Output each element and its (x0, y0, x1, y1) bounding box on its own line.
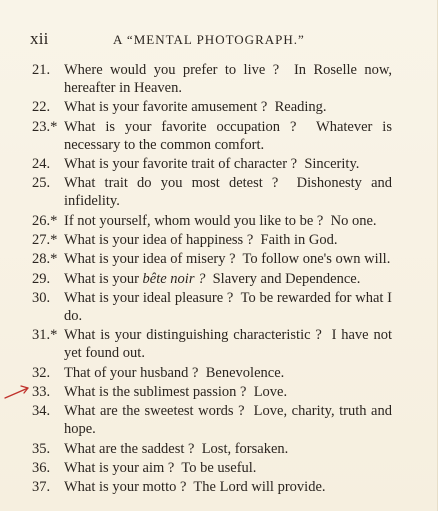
question-number: 23.* (32, 118, 58, 135)
question-number: 35. (32, 440, 51, 457)
question-37 (0, 478, 438, 496)
question-number: 29. (32, 270, 51, 287)
question-number: 32. (32, 364, 51, 381)
question-number: 36. (32, 459, 51, 476)
question-text: What is your idea of misery ? (64, 251, 236, 268)
question-number: 37. (32, 479, 51, 496)
question-24 (0, 155, 438, 173)
question-number: 24. (32, 156, 51, 173)
question-26 (0, 212, 438, 230)
page-header (30, 29, 420, 47)
question-text: What are the saddest ? (64, 440, 195, 457)
question-text: What is your motto ? (64, 479, 187, 496)
question-text: If not yourself, whom would you like to be ? (64, 212, 324, 229)
running-title: A “MENTAL PHOTOGRAPH.” (113, 32, 305, 47)
answer-text: To be rewarded for what I do. (64, 289, 392, 324)
question-text: What is your distinguishing characteristic ? (64, 327, 322, 344)
question-27 (0, 231, 438, 249)
question-text: What is your (64, 270, 139, 287)
question-number: 33. (32, 383, 51, 400)
answer-text: Reading. (274, 99, 327, 116)
question-32 (0, 364, 438, 382)
question-number: 26.* (32, 212, 58, 229)
question-34 (0, 402, 438, 438)
question-28 (0, 250, 438, 268)
question-number: 21. (32, 62, 51, 78)
page-number: xii (30, 29, 49, 48)
answer-text: No one. (330, 212, 377, 229)
question-number: 25. (32, 175, 51, 192)
question-text: What is the sublimest passion ? (64, 383, 247, 400)
answer-text: Faith in God. (260, 231, 338, 248)
question-list (0, 61, 438, 497)
question-number: 30. (32, 289, 51, 306)
answer-text: Slavery and Dependence. (212, 270, 361, 287)
question-text: What is your favorite occupation ? (64, 118, 297, 135)
answer-text: To follow one's own will. (242, 251, 391, 268)
question-text: What are the sweetest words ? (64, 403, 245, 420)
question-text: What is your idea of happiness ? (64, 231, 254, 248)
question-number: 22. (32, 99, 51, 116)
answer-text: The Lord will provide. (193, 479, 326, 496)
question-25 (0, 174, 438, 210)
question-italic-term: bête noir ? (142, 270, 206, 287)
question-text: What is your aim ? (64, 459, 175, 476)
question-33 (0, 383, 438, 401)
question-text: What is your ideal pleasure ? (64, 289, 234, 306)
red-pen-arrow-icon (3, 381, 33, 401)
answer-text: Dishonesty and infidelity. (64, 175, 393, 210)
question-21 (0, 61, 438, 97)
question-22 (0, 98, 438, 116)
answer-text: In Roselle now, hereafter in Heaven. (64, 62, 392, 97)
answer-text: Whatever is necessary to the common comfort. (64, 118, 392, 153)
answer-text: Love. (253, 383, 288, 400)
question-number: 27.* (32, 231, 58, 248)
question-number: 31.* (32, 327, 58, 344)
question-30 (0, 289, 438, 325)
question-35 (0, 440, 438, 458)
question-36 (0, 459, 438, 477)
answer-text: Sincerity. (304, 156, 360, 173)
question-number: 34. (32, 403, 51, 420)
answer-text: Benevolence. (205, 364, 285, 381)
answer-text: To be useful. (181, 459, 257, 476)
question-29 (0, 270, 438, 288)
question-text: What is your favorite trait of character ? (64, 156, 298, 173)
question-number: 28.* (32, 251, 58, 268)
question-text: What trait do you most detest ? (64, 175, 279, 192)
question-text: That of your husband ? (64, 364, 199, 381)
question-text: Where would you prefer to live ? (64, 62, 280, 78)
question-23 (0, 118, 438, 154)
question-31 (0, 326, 438, 362)
answer-text: Love, charity, truth and hope. (64, 403, 392, 438)
answer-text: Lost, forsaken. (201, 440, 289, 457)
answer-text: I have not yet found out. (64, 327, 393, 362)
question-text: What is your favorite amusement ? (64, 99, 268, 116)
